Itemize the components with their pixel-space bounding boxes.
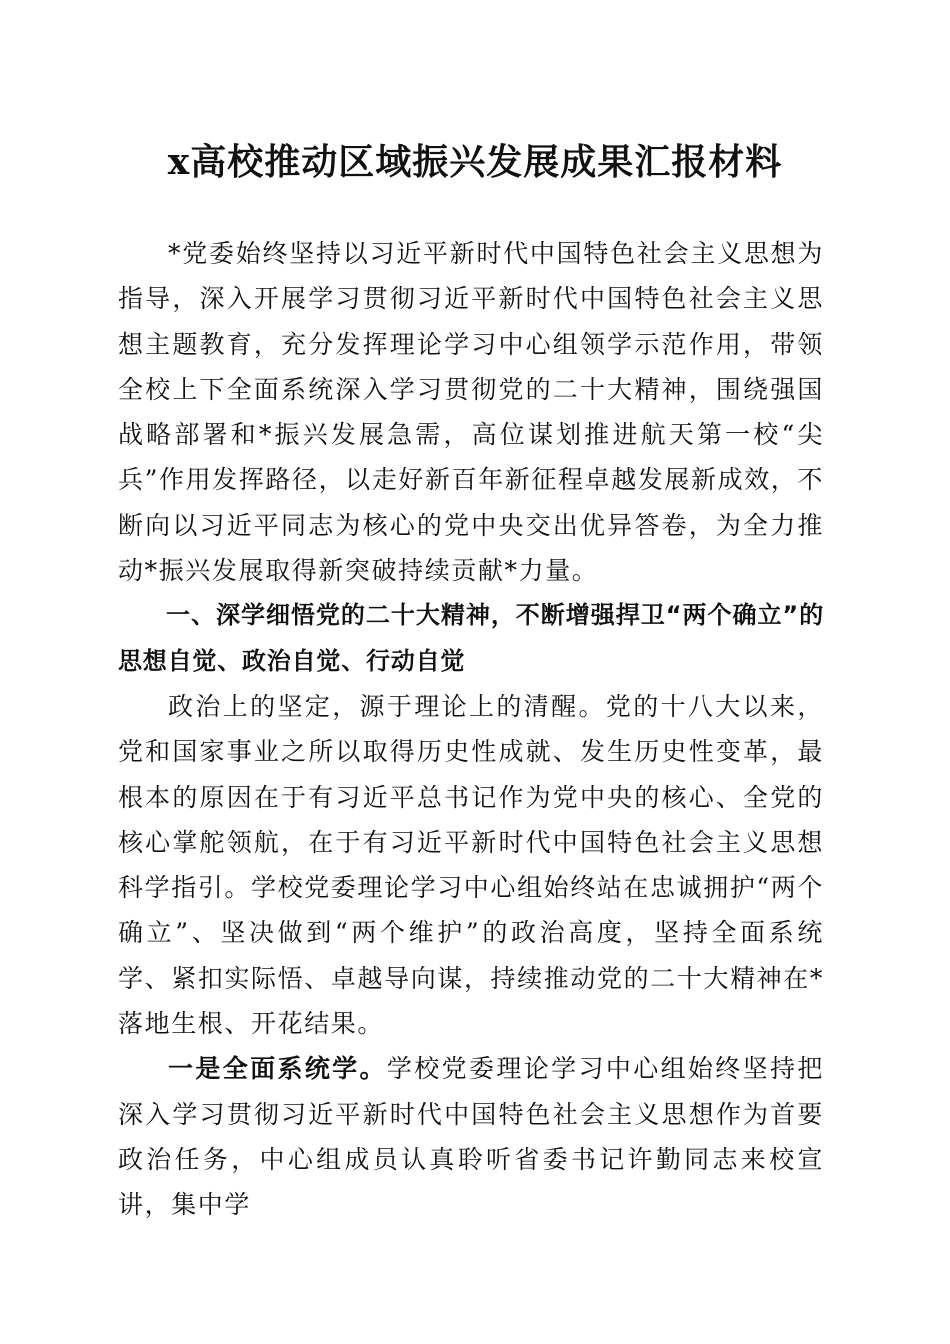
intro-paragraph: *党委始终坚持以习近平新时代中国特色社会主义思想为指导，深入开展学习贯彻习近平新时代中国特色社会主义思想主题教育，充分发挥理论学习中心组领学示范作用，带领全校上下全面系统深入学习贯彻党的二十大精神，围绕强国战略部署和*振兴发展急需，高位谋划推进航天第一校“尖兵”作用发挥路径，以走好新百年新征程卓越发展新成效，不断向以习近平同志为核心的党中央交出优异答卷，为全力推动*振兴发展取得新突破持续贡献*力量。: [118, 239, 824, 586]
point-1-paragraph: [118, 1046, 824, 1227]
section-1-heading: 一、深学细悟党的二十大精神，不断增强捍卫“两个确立”的思想自觉、政治自觉、行动自觉: [118, 601, 824, 675]
point-1-text: 学校党委理论学习中心组始终坚持把深入学习贯彻习近平新时代中国特色社会主义思想作为首要政治任务，中心组成员认真聆听省委书记许勤同志来校宣讲，集中学: [118, 1054, 824, 1220]
document-body: [118, 231, 824, 1228]
section-1-paragraph: 政治上的坚定，源于理论上的清醒。党的十八大以来，党和国家事业之所以取得历史性成就、发生历史性变革，最根本的原因在于有习近平总书记作为党中央的核心、全党的核心掌舵领航，在于有习近平新时代中国特色社会主义思想科学指引。学校党委理论学习中心组始终站在忠诚拥护“两个确立”、坚决做到“两个维护”的政治高度，坚持全面系统学、紧扣实际悟、卓越导向谋，持续推动党的二十大精神在*落地生根、开花结果。: [118, 691, 824, 1039]
document-title: x高校推动区域振兴发展成果汇报材料: [167, 141, 783, 183]
point-1-lead: 一是全面系统学。: [168, 1054, 387, 1084]
